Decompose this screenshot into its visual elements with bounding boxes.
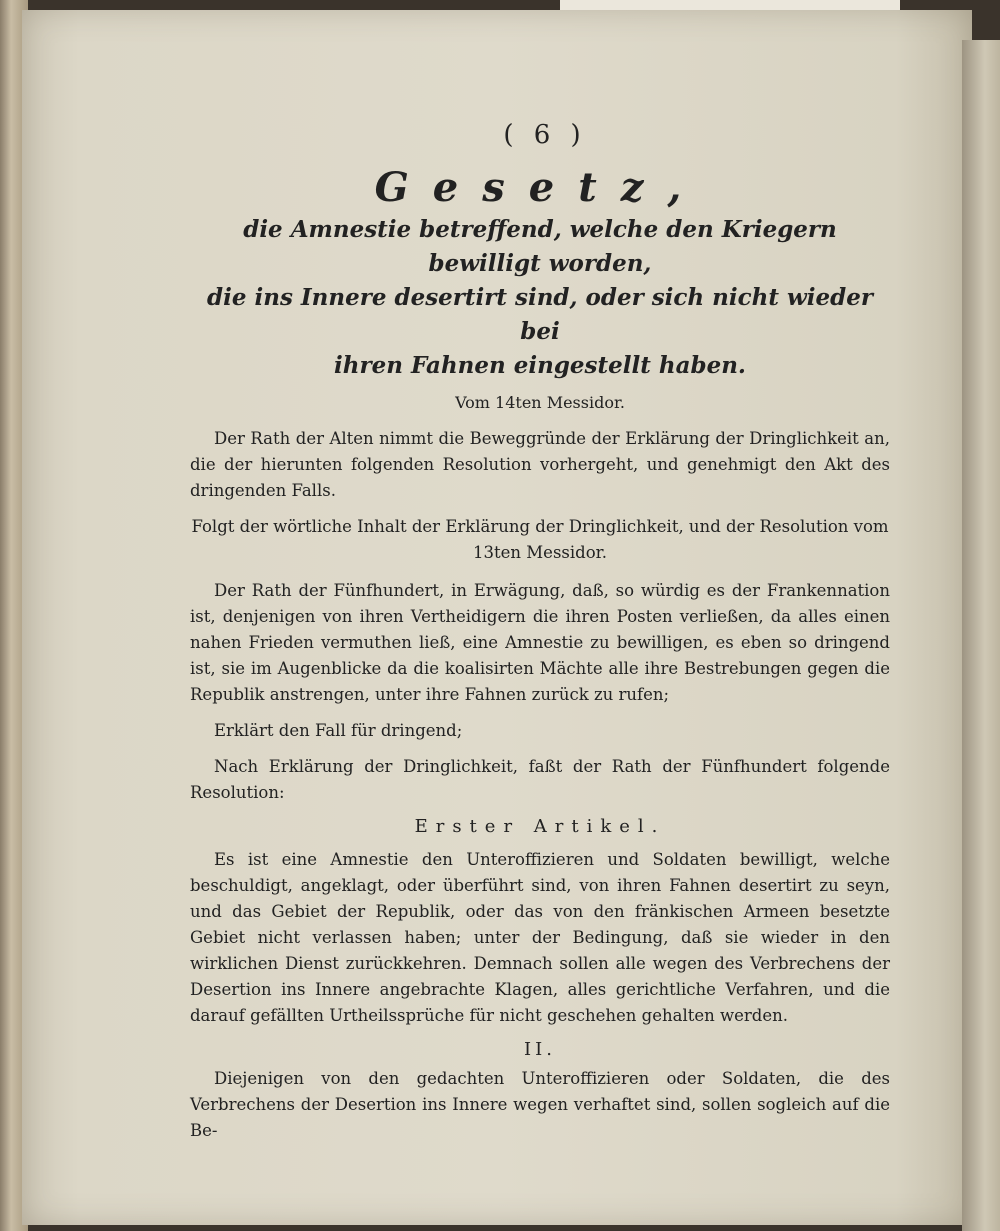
paragraph-council-five-hundred: Der Rath der Fünfhundert, in Erwägung, daß, so würdig es der Frankennation ist, denjenigen von ihren Vertheidigern die ihren Posten verließen, da alles einen nahen Frieden vermuthen ließ, eine Amnestie zu bewilligen, es eben so dringend ist, sie im Augenblicke da die koalisirten Mächte alle ihre Bestrebungen gegen die Republik anstrengen, unter ihre Fahnen zurück zu rufen; bbox=[190, 581, 890, 704]
subtitle-line-2: die ins Innere desertirt sind, oder sich nicht wieder bei bbox=[207, 284, 873, 345]
next-page-edge bbox=[962, 40, 1000, 1231]
subtitle-line-1: die Amnestie betreffend, welche den Kriegern bewilligt worden, bbox=[243, 216, 837, 277]
article-2-heading: II. bbox=[524, 1039, 556, 1060]
law-title: Gesetz, bbox=[374, 164, 706, 211]
page-number: ( 6 ) bbox=[503, 120, 587, 150]
subtitle-line-3: ihren Fahnen eingestellt haben. bbox=[334, 352, 746, 379]
article-1-heading: Erster Artikel. bbox=[414, 816, 666, 837]
article-1-text: Es ist eine Amnestie den Unteroffizieren und Soldaten bewilligt, welche beschuldigt, angeklagt, oder überführt sind, von ihren Fahnen desertirt zu seyn, und das Gebiet der Republik, oder das von den fränkischen Armeen besetzte Gebiet nicht verlassen haben; unter der Bedingung, daß sie wieder in den wirklichen Dienst zurückkehren. Demnach sollen alle wegen des Verbrechens der Desertion ins Innere angebrachte Klagen, alles gerichtliche Verfahren, und die darauf gefällten Urtheilssprüche für nicht geschehen gehalten werden. bbox=[190, 850, 890, 1025]
paragraph-urgency: Erklärt den Fall für dringend; bbox=[214, 721, 463, 740]
date-line: Vom 14ten Messidor. bbox=[455, 393, 625, 412]
article-2-text: Diejenigen von den gedachten Unteroffizieren oder Soldaten, die des Verbrechens der Desertion ins Innere wegen verhaftet sind, sollen sogleich auf die Be- bbox=[190, 1069, 890, 1140]
paragraph-resolution: Nach Erklärung der Dringlichkeit, faßt der Rath der Fünfhundert folgende Resolution: bbox=[190, 757, 890, 802]
centered-note: Folgt der wörtliche Inhalt der Erklärung der Dringlichkeit, und der Resolution vom 13ten Messidor. bbox=[191, 517, 889, 562]
paragraph-council-elders: Der Rath der Alten nimmt die Beweggründe der Erklärung der Dringlichkeit an, die der hierunten folgenden Resolution vorhergeht, und genehmigt den Akt des dringenden Falls. bbox=[190, 429, 890, 500]
page-text bbox=[190, 120, 890, 1154]
